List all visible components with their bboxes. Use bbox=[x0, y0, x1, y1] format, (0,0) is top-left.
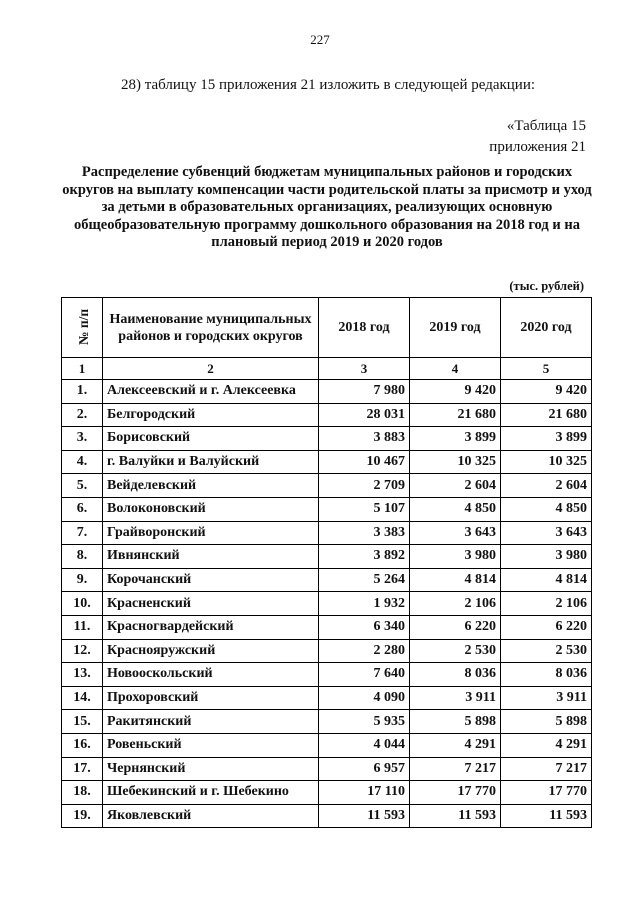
value-2018: 6 957 bbox=[319, 757, 410, 781]
value-2020: 2 604 bbox=[501, 474, 592, 498]
value-2019: 3 980 bbox=[410, 545, 501, 569]
value-2018: 10 467 bbox=[319, 450, 410, 474]
value-2019: 2 530 bbox=[410, 639, 501, 663]
column-number: 5 bbox=[501, 358, 592, 380]
value-2019: 9 420 bbox=[410, 380, 501, 404]
value-2020: 6 220 bbox=[501, 615, 592, 639]
subvention-table bbox=[61, 297, 592, 828]
table-row bbox=[62, 663, 592, 687]
value-2020: 3 980 bbox=[501, 545, 592, 569]
value-2020: 3 643 bbox=[501, 521, 592, 545]
table-row bbox=[62, 474, 592, 498]
value-2018: 1 932 bbox=[319, 592, 410, 616]
district-name: Чернянский bbox=[103, 757, 319, 781]
value-2020: 4 850 bbox=[501, 497, 592, 521]
column-number: 3 bbox=[319, 358, 410, 380]
header-num bbox=[62, 298, 103, 358]
row-number: 9. bbox=[62, 568, 103, 592]
row-number: 16. bbox=[62, 733, 103, 757]
value-2019: 21 680 bbox=[410, 403, 501, 427]
table-row bbox=[62, 427, 592, 451]
row-number: 3. bbox=[62, 427, 103, 451]
table-body bbox=[62, 380, 592, 828]
value-2019: 8 036 bbox=[410, 663, 501, 687]
table-row bbox=[62, 686, 592, 710]
row-number: 14. bbox=[62, 686, 103, 710]
district-name: Грайворонский bbox=[103, 521, 319, 545]
row-number: 8. bbox=[62, 545, 103, 569]
column-number-row bbox=[62, 358, 592, 380]
table-reference bbox=[489, 116, 586, 158]
value-2020: 4 814 bbox=[501, 568, 592, 592]
value-2019: 11 593 bbox=[410, 804, 501, 828]
value-2020: 2 106 bbox=[501, 592, 592, 616]
value-2019: 3 899 bbox=[410, 427, 501, 451]
value-2018: 5 107 bbox=[319, 497, 410, 521]
row-number: 10. bbox=[62, 592, 103, 616]
value-2019: 2 604 bbox=[410, 474, 501, 498]
value-2018: 3 383 bbox=[319, 521, 410, 545]
table-row bbox=[62, 639, 592, 663]
district-name: Яковлевский bbox=[103, 804, 319, 828]
district-name: Шебекинский и г. Шебекино bbox=[103, 781, 319, 805]
row-number: 12. bbox=[62, 639, 103, 663]
table-row bbox=[62, 450, 592, 474]
value-2020: 7 217 bbox=[501, 757, 592, 781]
district-name: г. Валуйки и Валуйский bbox=[103, 450, 319, 474]
value-2020: 3 911 bbox=[501, 686, 592, 710]
row-number: 18. bbox=[62, 781, 103, 805]
column-number: 4 bbox=[410, 358, 501, 380]
district-name: Белгородский bbox=[103, 403, 319, 427]
value-2018: 2 280 bbox=[319, 639, 410, 663]
table-reference-line2: приложения 21 bbox=[489, 139, 586, 155]
row-number: 11. bbox=[62, 615, 103, 639]
table-row bbox=[62, 592, 592, 616]
value-2020: 9 420 bbox=[501, 380, 592, 404]
value-2018: 2 709 bbox=[319, 474, 410, 498]
header-num-label: № п/п bbox=[76, 308, 92, 346]
value-2020: 10 325 bbox=[501, 450, 592, 474]
value-2019: 4 291 bbox=[410, 733, 501, 757]
value-2019: 6 220 bbox=[410, 615, 501, 639]
table-header-row bbox=[62, 298, 592, 358]
value-2018: 5 264 bbox=[319, 568, 410, 592]
value-2018: 4 044 bbox=[319, 733, 410, 757]
row-number: 2. bbox=[62, 403, 103, 427]
document-title: Распределение субвенций бюджетам муниципальных районов и городских округов на выплату компенсации части родительской платы за присмотр и уход за детьми в образовательных организациях, реализующих основную общеобразовательную программу дошкольного образования на 2018 год и на плановый период 2019 и 2020 годов bbox=[62, 164, 592, 250]
row-number: 4. bbox=[62, 450, 103, 474]
row-number: 13. bbox=[62, 663, 103, 687]
value-2020: 21 680 bbox=[501, 403, 592, 427]
table-row bbox=[62, 497, 592, 521]
column-number: 2 bbox=[103, 358, 319, 380]
value-2018: 7 640 bbox=[319, 663, 410, 687]
value-2018: 4 090 bbox=[319, 686, 410, 710]
value-2019: 3 911 bbox=[410, 686, 501, 710]
table-row bbox=[62, 733, 592, 757]
value-2020: 8 036 bbox=[501, 663, 592, 687]
value-2020: 17 770 bbox=[501, 781, 592, 805]
value-2019: 3 643 bbox=[410, 521, 501, 545]
value-2018: 17 110 bbox=[319, 781, 410, 805]
district-name: Алексеевский и г. Алексеевка bbox=[103, 380, 319, 404]
value-2020: 3 899 bbox=[501, 427, 592, 451]
value-2020: 11 593 bbox=[501, 804, 592, 828]
district-name: Красненский bbox=[103, 592, 319, 616]
district-name: Ракитянский bbox=[103, 710, 319, 734]
page-number: 227 bbox=[310, 32, 330, 47]
table-row bbox=[62, 615, 592, 639]
district-name: Новооскольский bbox=[103, 663, 319, 687]
value-2019: 7 217 bbox=[410, 757, 501, 781]
value-2020: 4 291 bbox=[501, 733, 592, 757]
district-name: Краснояружский bbox=[103, 639, 319, 663]
district-name: Вейделевский bbox=[103, 474, 319, 498]
value-2018: 6 340 bbox=[319, 615, 410, 639]
value-2018: 3 892 bbox=[319, 545, 410, 569]
value-2018: 5 935 bbox=[319, 710, 410, 734]
table-row bbox=[62, 403, 592, 427]
district-name: Борисовский bbox=[103, 427, 319, 451]
district-name: Прохоровский bbox=[103, 686, 319, 710]
value-2019: 5 898 bbox=[410, 710, 501, 734]
district-name: Ровеньский bbox=[103, 733, 319, 757]
row-number: 7. bbox=[62, 521, 103, 545]
district-name: Волоконовский bbox=[103, 497, 319, 521]
units-label: (тыс. рублей) bbox=[509, 279, 584, 293]
value-2018: 7 980 bbox=[319, 380, 410, 404]
table-row bbox=[62, 710, 592, 734]
value-2018: 28 031 bbox=[319, 403, 410, 427]
row-number: 15. bbox=[62, 710, 103, 734]
value-2019: 4 850 bbox=[410, 497, 501, 521]
intro-text: 28) таблицу 15 приложения 21 изложить в следующей редакции: bbox=[121, 77, 536, 93]
header-2018: 2018 год bbox=[319, 298, 410, 358]
column-number: 1 bbox=[62, 358, 103, 380]
row-number: 6. bbox=[62, 497, 103, 521]
table-row bbox=[62, 545, 592, 569]
value-2018: 11 593 bbox=[319, 804, 410, 828]
table-row bbox=[62, 521, 592, 545]
district-name: Красногвардейский bbox=[103, 615, 319, 639]
row-number: 19. bbox=[62, 804, 103, 828]
table-row bbox=[62, 568, 592, 592]
value-2019: 2 106 bbox=[410, 592, 501, 616]
value-2018: 3 883 bbox=[319, 427, 410, 451]
table-row bbox=[62, 757, 592, 781]
table-row bbox=[62, 781, 592, 805]
district-name: Ивнянский bbox=[103, 545, 319, 569]
header-2019: 2019 год bbox=[410, 298, 501, 358]
table-row bbox=[62, 804, 592, 828]
table-row bbox=[62, 380, 592, 404]
header-2020: 2020 год bbox=[501, 298, 592, 358]
district-name: Корочанский bbox=[103, 568, 319, 592]
row-number: 5. bbox=[62, 474, 103, 498]
row-number: 1. bbox=[62, 380, 103, 404]
value-2020: 5 898 bbox=[501, 710, 592, 734]
value-2019: 4 814 bbox=[410, 568, 501, 592]
value-2020: 2 530 bbox=[501, 639, 592, 663]
table-reference-line1: «Таблица 15 bbox=[506, 118, 586, 134]
header-name: Наименование муниципальных районов и городских округов bbox=[103, 298, 319, 358]
row-number: 17. bbox=[62, 757, 103, 781]
value-2019: 10 325 bbox=[410, 450, 501, 474]
value-2019: 17 770 bbox=[410, 781, 501, 805]
